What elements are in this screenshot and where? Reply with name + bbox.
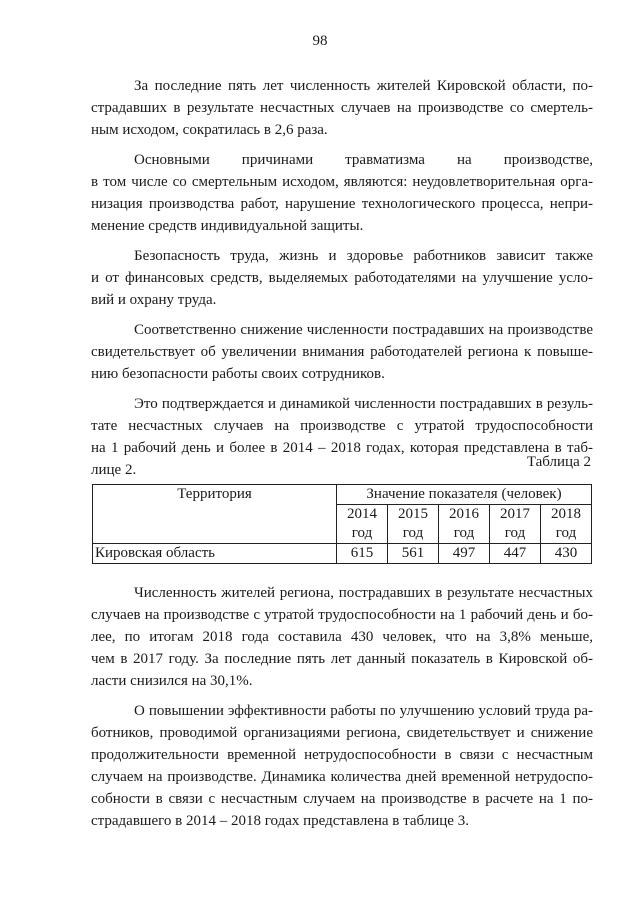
paragraph-1 xyxy=(91,75,593,141)
table-caption: Таблица 2 xyxy=(526,454,591,470)
text-line: страдавших в результате несчастных случаев на производстве со смертель- xyxy=(91,100,593,116)
value-cell: 447 xyxy=(490,544,541,564)
text-line: на 1 рабочий день и более в 2014 – 2018 годах, которая представлена в таб- xyxy=(91,440,593,456)
paragraph-7 xyxy=(91,700,593,832)
year-cell: 2016 год xyxy=(439,505,490,544)
text-line: Основными причинами травматизма на производстве, xyxy=(134,152,593,168)
text-line: ботников, проводимой организациями региона, свидетельствует и снижение xyxy=(91,725,593,741)
table-header-row xyxy=(93,485,592,505)
text-line: тате несчастных случаев на производстве с утратой трудоспособности xyxy=(91,418,593,434)
page-number: 98 xyxy=(312,33,328,49)
text-line: в том числе со смертельным исходом, являются: неудовлетворительная орга- xyxy=(91,174,593,190)
value-cell: 430 xyxy=(541,544,592,564)
paragraph-6 xyxy=(91,582,593,692)
text-line: Соответственно снижение численности пострадавших на производстве xyxy=(134,322,593,338)
text-line: низация производства работ, нарушение технологического процесса, непри- xyxy=(91,196,593,212)
value-cell: 561 xyxy=(388,544,439,564)
paragraph-3 xyxy=(91,245,593,311)
text-line: собности в связи с несчастным случаем на производстве в расчете на 1 по- xyxy=(91,791,593,807)
territory-cell: Кировская область xyxy=(93,544,337,564)
text-line: и от финансовых средств, выделяемых работодателями на улучшение усло- xyxy=(91,270,593,286)
text-line: лице 2. xyxy=(91,462,137,478)
year-cell: 2015 год xyxy=(388,505,439,544)
text-line: За последние пять лет численность жителей Кировской области, по- xyxy=(134,78,593,94)
year-cell: 2014 год xyxy=(337,505,388,544)
table-row xyxy=(93,544,592,564)
year-cell: 2018 год xyxy=(541,505,592,544)
value-cell: 615 xyxy=(337,544,388,564)
text-line: лее, по итогам 2018 года составила 430 человек, что на 3,8% меньше, xyxy=(91,629,593,645)
text-line: ласти снизился на 30,1%. xyxy=(91,673,253,689)
text-line: вий и охрану труда. xyxy=(91,292,217,308)
text-line: Это подтверждается и динамикой численности пострадавших в резуль- xyxy=(134,396,593,412)
text-line: О повышении эффективности работы по улучшению условий труда ра- xyxy=(134,703,593,719)
paragraph-2 xyxy=(91,149,593,237)
text-line: случаев на производстве с утратой трудоспособности на 1 рабочий день и бо- xyxy=(91,607,593,623)
text-line: продолжительности временной нетрудоспособности в связи с несчастным xyxy=(91,747,593,763)
body-text-lower xyxy=(91,582,593,832)
text-line: страдавшего в 2014 – 2018 годах представлена в таблице 3. xyxy=(91,813,469,829)
text-line: менение средств индивидуальной защиты. xyxy=(91,218,364,234)
text-line: нию безопасности работы своих сотрудников. xyxy=(91,366,385,382)
text-line: Безопасность труда, жизнь и здоровье работников зависит также xyxy=(134,248,593,264)
text-line: ным исходом, сократилась в 2,6 раза. xyxy=(91,122,328,138)
text-line: свидетельствует об увеличении внимания работодателей региона к повыше- xyxy=(91,344,593,360)
value-cell: 497 xyxy=(439,544,490,564)
text-line: чем в 2017 году. За последние пять лет данный показатель в Кировской об- xyxy=(91,651,593,667)
territory-header: Территория xyxy=(93,485,337,544)
year-cell: 2017 год xyxy=(490,505,541,544)
paragraph-4 xyxy=(91,319,593,385)
body-text-upper xyxy=(91,75,593,481)
text-line: случаем на производстве. Динамика количества дней временной нетрудоспо- xyxy=(91,769,593,785)
value-header: Значение показателя (человек) xyxy=(337,485,592,505)
data-table xyxy=(92,484,592,564)
text-line: Численность жителей региона, пострадавших в результате несчастных xyxy=(134,585,593,601)
